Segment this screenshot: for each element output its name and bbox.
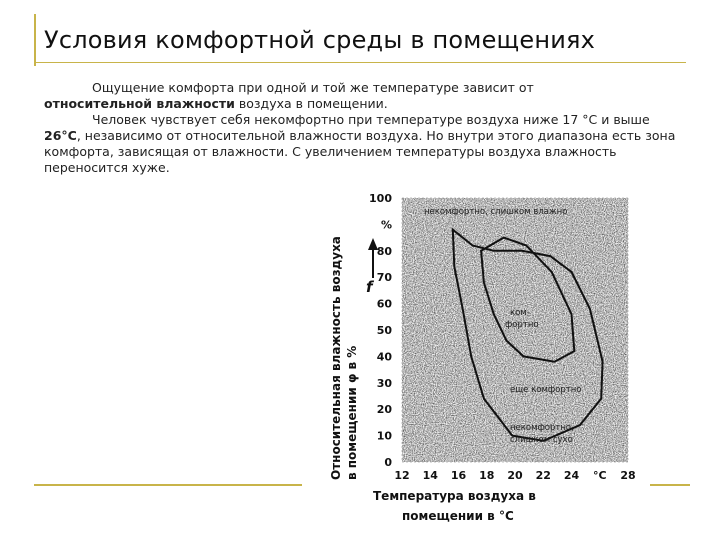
x-tick-label: 24 (563, 469, 580, 482)
footer-line-right (650, 484, 690, 486)
paragraph-1-start: Ощущение комфорта при одной и той же температуре зависит от (92, 80, 534, 95)
y-tick-label: 40 (376, 350, 392, 364)
y-tick-label: 10 (376, 429, 392, 443)
y-tick-label: % (380, 218, 392, 232)
x-axis-label-line2: помещении в °С (402, 509, 514, 523)
x-tick-label: 16 (450, 469, 467, 482)
zone-label-too-humid: некомфортно, слишком влажно (424, 207, 568, 217)
x-tick-label: 22 (535, 469, 551, 482)
footer-line-left (34, 484, 302, 486)
x-axis-label-line1: Температура воздуха в (373, 489, 536, 503)
y-tick-label: 80 (376, 244, 392, 258)
zone-label-too-dry-1: некомфортно, (510, 423, 574, 433)
x-tick-label: 28 (620, 469, 636, 482)
x-tick-labels (394, 469, 635, 482)
x-tick-label: 14 (422, 469, 438, 482)
y-tick-label: 60 (376, 297, 392, 311)
x-tick-label: 20 (507, 469, 523, 482)
y-tick-labels (369, 192, 392, 469)
x-tick-label: 12 (394, 469, 410, 482)
zone-label-too-dry-2: слишком сухо (510, 435, 573, 445)
title-accent-line (34, 14, 36, 66)
zone-label-still-comfortable: еще комфортно (510, 385, 582, 395)
y-tick-label: 100 (369, 192, 392, 205)
y-tick-label: 30 (376, 376, 392, 390)
x-tick-label: 18 (479, 469, 495, 482)
page-title: Условия комфортной среды в помещениях (44, 26, 596, 54)
paragraph-1-bold: относительной влажности (44, 96, 235, 111)
zone-label-comfort-1: ком- (510, 308, 530, 318)
y-axis-label-line1: Относительная влажность воздуха (329, 236, 343, 480)
paragraph-2 (44, 112, 680, 176)
y-axis-label-line2: в помещении φ в % (345, 345, 359, 480)
zone-label-comfort-2: фортно (505, 320, 539, 330)
paragraph-2-bold: 26°С (44, 128, 77, 143)
x-tick-label: °С (592, 469, 607, 482)
y-tick-label: 20 (376, 403, 392, 417)
paragraph-1 (44, 80, 680, 112)
y-tick-label: 70 (376, 271, 392, 285)
paragraph-2-part2: , независимо от относительной влажности воздуха. Но внутри этого диапазона есть зона комфорта, зависящая от влажности. С увеличением температуры воздуха влажность переносится хуже. (44, 128, 676, 175)
humidity-symbol: f (366, 278, 373, 296)
y-tick-label: 50 (376, 324, 392, 337)
paragraph-2-part1: Человек чувствует себя некомфортно при температуре воздуха ниже 17 °С и выше (92, 112, 650, 127)
paragraph-1-end: воздуха в помещении. (234, 96, 388, 111)
y-tick-label: 0 (384, 456, 392, 469)
title-underline (34, 62, 686, 63)
humidity-comfort-chart (300, 180, 650, 530)
body-text (44, 80, 680, 176)
